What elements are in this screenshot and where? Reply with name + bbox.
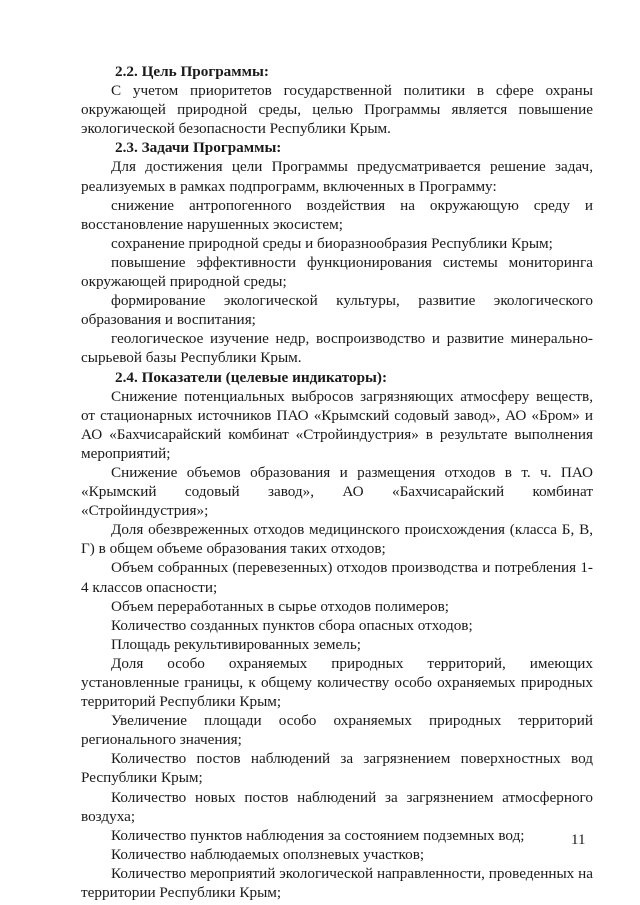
indicator-item: Снижение потенциальных выбросов загрязняющих атмосферу веществ, от стационарных источников ПАО «Крымский содовый завод», АО «Бром» и АО «Бахчисарайский комбинат «Стройиндустрия» в результате выполнения мероприятий; xyxy=(81,387,593,462)
section-heading-indicators: 2.4. Показатели (целевые индикаторы): xyxy=(115,368,388,386)
paragraph: Для достижения цели Программы предусматривается решение задач, реализуемых в рамках подпрограмм, включенных в Программу: xyxy=(81,158,593,195)
indicator-item: Увеличение площади особо охраняемых природных территорий регионального значения; xyxy=(81,712,593,749)
section-heading-tasks: 2.3. Задачи Программы: xyxy=(115,139,282,157)
section-heading-goal: 2.2. Цель Программы: xyxy=(115,63,269,80)
task-item: повышение эффективности функционирования системы мониторинга окружающей природной среды; xyxy=(81,253,593,291)
indicator-item: Объем собранных (перевезенных) отходов производства и потребления 1-4 классов опасности; xyxy=(81,559,593,596)
indicator-item: Количество новых постов наблюдений за загрязнением атмосферного воздуха; xyxy=(81,788,593,825)
indicator-item: Количество мероприятий экологической направленности, проведенных на территории Республики Крым; xyxy=(81,864,593,902)
document-body xyxy=(81,62,593,902)
indicator-item: Количество наблюдаемых оползневых участков; xyxy=(111,845,425,863)
indicator-item: Объем переработанных в сырье отходов полимеров; xyxy=(111,597,450,615)
task-item: формирование экологической культуры, развитие экологического образования и воспитания; xyxy=(81,292,593,329)
page-number: 11 xyxy=(571,832,586,848)
task-item: сохранение природной среды и биоразнообразия Республики Крым; xyxy=(111,234,553,252)
task-item: геологическое изучение недр, воспроизводство и развитие минерально-сырьевой базы Республики Крым. xyxy=(81,330,593,367)
indicator-item: Снижение объемов образования и размещения отходов в т. ч. ПАО «Крымский содовый завод», АО «Бахчисарайский комбинат «Стройиндустрия»; xyxy=(81,463,593,520)
indicator-item: Количество пунктов наблюдения за состоянием подземных вод; xyxy=(111,826,525,844)
indicator-item: Доля обезвреженных отходов медицинского происхождения (класса Б, В, Г) в общем объеме образования таких отходов; xyxy=(81,521,593,558)
indicator-item: Доля особо охраняемых природных территорий, имеющих установленные границы, к общему количеству особо охраняемых природных территорий Республики Крым; xyxy=(81,654,593,711)
paragraph: С учетом приоритетов государственной политики в сфере охраны окружающей природной среды, целью Программы является повышение экологической безопасности Республики Крым. xyxy=(81,82,593,138)
indicator-item: Количество созданных пунктов сбора опасных отходов; xyxy=(111,616,473,634)
task-item: снижение антропогенного воздействия на окружающую среду и восстановление нарушенных экосистем; xyxy=(81,196,593,233)
indicator-item: Количество постов наблюдений за загрязнением поверхностных вод Республики Крым; xyxy=(81,750,593,787)
indicator-item: Площадь рекультивированных земель; xyxy=(111,635,362,653)
